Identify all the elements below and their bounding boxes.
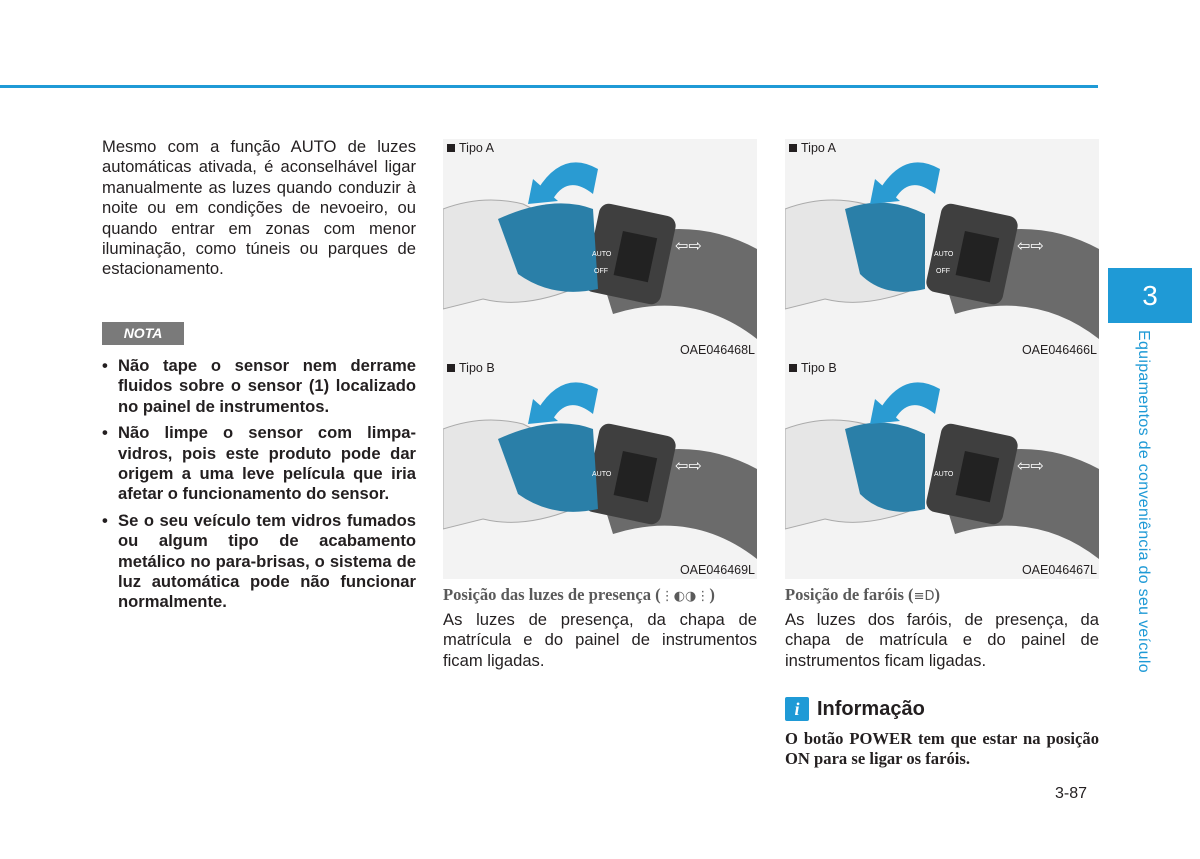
- figure-code: OAE046469L: [679, 563, 755, 577]
- info-header: [785, 697, 925, 721]
- svg-text:OFF: OFF: [936, 268, 950, 275]
- info-text: O botão POWER tem que estar na posição ON para se ligar os faróis.: [785, 729, 1099, 769]
- figure-presence-type-a: [443, 139, 757, 359]
- svg-text:OFF: OFF: [594, 268, 608, 275]
- svg-text:AUTO: AUTO: [934, 471, 954, 478]
- page-number: 3-87: [1055, 785, 1088, 802]
- lever-illustration: [443, 359, 757, 579]
- presence-caption-title: Posição das luzes de presença (⋮◐◑⋮): [443, 585, 715, 604]
- lever-illustration: [785, 359, 1099, 579]
- lever-illustration: [443, 139, 757, 359]
- figure-code: OAE046468L: [679, 343, 755, 357]
- info-title: Informação: [817, 697, 925, 720]
- svg-text:AUTO: AUTO: [592, 471, 612, 478]
- figure-code: OAE046466L: [1021, 343, 1097, 357]
- nota-item: • Não limpe o sensor com limpa-vidros, pois este produto pode dar origem a uma leve película que iria afetar o funcionamento do sensor.: [102, 423, 416, 504]
- nota-label: NOTA: [102, 322, 184, 345]
- figure-tag: Tipo B: [789, 361, 837, 375]
- top-rule: [0, 85, 1098, 88]
- figure-code: OAE046467L: [1021, 563, 1097, 577]
- svg-text:AUTO: AUTO: [592, 251, 612, 258]
- chapter-tab: 3: [1108, 268, 1192, 323]
- figure-tag: Tipo B: [447, 361, 495, 375]
- intro-paragraph: Mesmo com a função AUTO de luzes automáticas ativada, é aconselhável ligar manualmente as luzes quando conduzir à noite ou em condições de nevoeiro, ou quando entrar em zonas com menor iluminação, como túneis ou parques de estacionamento.: [102, 137, 416, 279]
- nota-list: [102, 356, 416, 619]
- lever-illustration: [785, 139, 1099, 359]
- headlight-icon: ≡D: [913, 589, 935, 604]
- parking-light-icon: ⋮◐◑⋮: [660, 589, 710, 604]
- chapter-title: Equipamentos de conveniência do seu veículo: [1135, 330, 1152, 673]
- figure-tag: Tipo A: [447, 141, 494, 155]
- figure-headlight-type-a: [785, 139, 1099, 359]
- svg-text:⇦⇨: ⇦⇨: [675, 238, 702, 255]
- figure-presence-type-b: [443, 359, 757, 579]
- nota-item: • Se o seu veículo tem vidros fumados ou algum tipo de acabamento metálico no para-brisas, o sistema de luz automática pode não funcionar normalmente.: [102, 510, 416, 612]
- headlight-caption-body: As luzes dos faróis, de presença, da chapa de matrícula e do painel de instrumentos ficam ligadas.: [785, 610, 1099, 670]
- nota-item: • Não tape o sensor nem derrame fluidos sobre o sensor (1) localizado no painel de instrumentos.: [102, 356, 416, 416]
- figure-tag: Tipo A: [789, 141, 836, 155]
- info-icon: i: [785, 697, 809, 721]
- svg-text:⇦⇨: ⇦⇨: [1017, 238, 1044, 255]
- svg-text:⇦⇨: ⇦⇨: [675, 458, 702, 475]
- figure-headlight-type-b: [785, 359, 1099, 579]
- svg-text:AUTO: AUTO: [934, 251, 954, 258]
- headlight-caption-title: Posição de faróis (≡D): [785, 585, 941, 604]
- svg-text:⇦⇨: ⇦⇨: [1017, 458, 1044, 475]
- presence-caption-body: As luzes de presença, da chapa de matrícula e do painel de instrumentos ficam ligadas.: [443, 610, 757, 670]
